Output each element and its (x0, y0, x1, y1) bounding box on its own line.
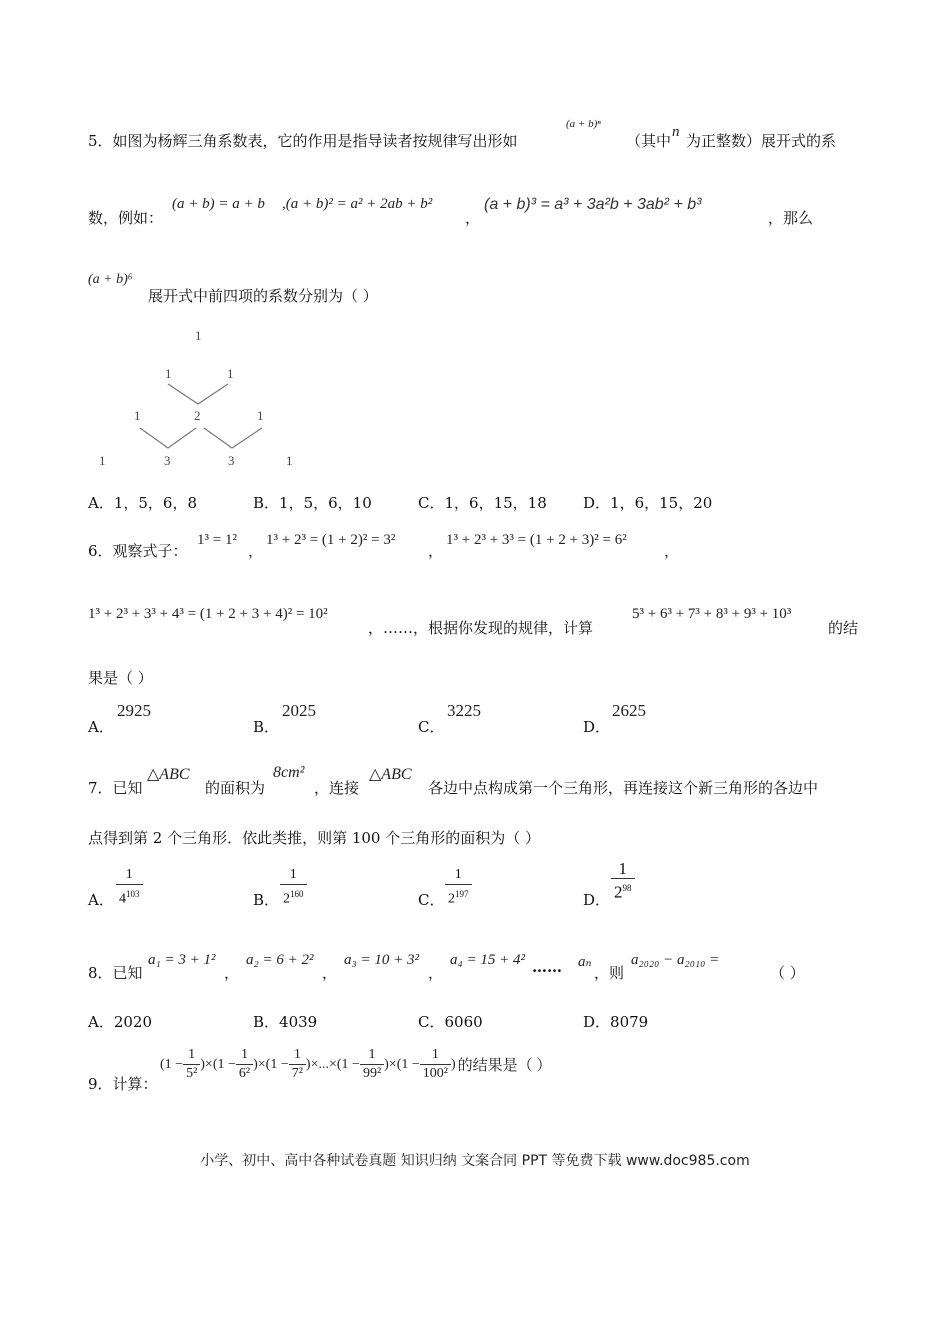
q8-an: aₙ (578, 954, 592, 970)
q6-option-a-value: 2925 (117, 701, 151, 720)
q8-a4: a₄ = 15 + 4² (450, 952, 525, 968)
triangle-r4-c1: 1 (99, 453, 106, 468)
q6-option-b-value: 2025 (282, 701, 316, 720)
q7-option-a-denominator: $4^{103}$ (119, 889, 140, 907)
q6-formula-4: 1³ + 2³ + 3³ + 4³ = (1 + 2 + 3 + 4)² = 10² (88, 606, 328, 622)
q5-line1-suffix: 为正整数）展开式的系 (686, 132, 837, 150)
q6-option-c-letter: C． (418, 718, 445, 736)
q9-term-2: (1 − $\frac{1}{\text{6²}}$ )× (212, 1047, 266, 1081)
triangle-r3-c1: 1 (134, 408, 141, 423)
q7-option-d-numerator: 1 (611, 860, 635, 879)
q8-option-c: C．6060 (418, 1013, 483, 1031)
q7-option-b-letter: B． (253, 891, 280, 909)
q7-triangle-1: △ABC (147, 766, 190, 783)
q8-dots: …… (532, 958, 562, 976)
q5-line2-suffix: ，那么 (768, 209, 814, 227)
q9-expression (160, 1046, 551, 1083)
q6-sep-1: ， (248, 542, 264, 560)
q5-example-sep: ， (465, 209, 481, 227)
q8-answer-paren: （ ） (770, 964, 805, 982)
q7-option-c-letter: C． (418, 891, 445, 909)
q8-comma-2: ， (322, 964, 338, 982)
q8-a2: a₂ = 6 + 2² (246, 952, 314, 968)
triangle-r1-c1: 1 (195, 328, 202, 343)
q7-triangle-2: △ABC (369, 766, 412, 783)
q6-option-d-letter: D． (583, 718, 611, 736)
q5-option-c: C．1，6，15，18 (418, 494, 547, 512)
triangle-r3-c3: 1 (257, 408, 264, 423)
q9-term-3: (1 − $\frac{1}{\text{7²}}$ )×...× (265, 1047, 337, 1081)
q6-line1-prefix: 6．观察式子： (88, 542, 188, 560)
q7-option-a-numerator: 1 (116, 866, 143, 885)
q5-option-a: A．1，5，6，8 (88, 494, 198, 512)
footer-ad-text: 小学、初中、高中各种试卷真题 知识归纳 文案合同 PPT 等免费下载 www.doc985.com (200, 1153, 750, 1169)
triangle-r4-c3: 3 (228, 453, 235, 468)
q8-option-a: A．2020 (88, 1013, 153, 1031)
q7-option-c-numerator: 1 (445, 866, 472, 885)
q5-option-b: B．1，5，6，10 (253, 494, 372, 512)
q7-option-a-letter: A． (88, 891, 114, 909)
q6-option-c-value: 3225 (447, 701, 481, 720)
q7-mid-2: ，连接 (314, 779, 360, 797)
q6-sep-3: ， (664, 542, 680, 560)
q7-option-a-fraction (116, 866, 143, 909)
q7-option-c-fraction (445, 866, 472, 909)
q7-option-d-fraction (611, 860, 635, 902)
q5-line1-mid: （其中 (626, 132, 672, 150)
q8-a1: a₁ = 3 + 1² (148, 952, 216, 968)
q8-option-d: D．8079 (583, 1013, 649, 1031)
q7-area: 8cm² (273, 764, 305, 781)
q6-option-d-value: 2625 (612, 701, 646, 720)
q8-a3: a₃ = 10 + 3² (344, 952, 419, 968)
q5-example-3: (a + b)³ = a³ + 3a²b + 3ab² + b³ (484, 196, 702, 213)
q6-line2-suffix: 的结 (828, 619, 859, 637)
q7-option-b-numerator: 1 (280, 866, 307, 885)
q5-formula-ab-n: (a + b)ⁿ (566, 118, 601, 130)
q6-option-b-letter: B． (253, 718, 280, 736)
q5-example-2: ,(a + b)² = a² + 2ab + b² (282, 196, 433, 212)
q7-option-d-denominator: $2^{98}$ (614, 882, 632, 902)
q5-line2-prefix: 数，例如： (88, 209, 164, 227)
q6-line3: 果是（ ） (88, 669, 153, 687)
q8-option-b: B．4039 (253, 1013, 318, 1031)
q9-term-5: (1 − $\frac{1}{\text{100²}}$ ) (396, 1047, 456, 1081)
triangle-r2-c1: 1 (165, 366, 172, 381)
q8-comma-1: ， (224, 964, 240, 982)
q6-formula-2: 1³ + 2³ = (1 + 2)² = 3² (266, 532, 396, 548)
q9-term-1: (1 − $\frac{1}{\text{5²}}$ )× (160, 1047, 213, 1081)
q5-example-1: (a + b) = a + b (172, 196, 265, 212)
q6-line2-mid: ，……，根据你发现的规律，计算 (368, 619, 594, 637)
q7-mid-1: 的面积为 (205, 779, 266, 797)
q7-option-b-denominator: $2^{160}$ (283, 889, 304, 907)
q7-option-c-denominator: $2^{197}$ (448, 889, 469, 907)
q8-prefix: 8．已知 (88, 964, 143, 982)
q5-line3-suffix: 展开式中前四项的系数分别为（ ） (148, 287, 378, 305)
q7-prefix: 7．已知 (88, 779, 143, 797)
q7-option-d-letter: D． (583, 891, 611, 909)
triangle-r4-c4: 1 (286, 453, 293, 468)
q9-suffix: 的结果是（ ） (457, 1058, 552, 1074)
triangle-connector-lines (0, 0, 400, 480)
triangle-r3-c2: 2 (194, 408, 201, 423)
triangle-r2-c2: 1 (227, 366, 234, 381)
q5-line1-prefix: 5．如图为杨辉三角系数表，它的作用是指导读者按规律写出形如 (88, 132, 518, 150)
q7-suffix: 各边中点构成第一个三角形，再连接这个新三角形的各边中 (428, 779, 819, 797)
q7-line2: 点得到第 2 个三角形．依此类推，则第 100 个三角形的面积为（ ） (88, 829, 541, 847)
q9-term-4: (1 − $\frac{1}{\text{99²}}$ )× (336, 1047, 397, 1081)
q5-var-n: n (672, 124, 680, 140)
triangle-r4-c2: 3 (164, 453, 171, 468)
q8-difference: a₂₀₂₀ − a₂₀₁₀ = (631, 952, 720, 968)
q5-formula-ab-6: (a + b)⁶ (88, 272, 133, 287)
q8-then: ，则 (594, 964, 625, 982)
q6-option-a-letter: A． (88, 718, 114, 736)
q6-sep-2: ， (428, 542, 444, 560)
q9-prefix: 9．计算： (88, 1075, 158, 1093)
q6-formula-3: 1³ + 2³ + 3³ = (1 + 2 + 3)² = 6² (446, 532, 627, 548)
q5-option-d: D．1，6，15，20 (583, 494, 713, 512)
q6-formula-1: 1³ = 1² (197, 532, 237, 548)
q7-option-b-fraction (280, 866, 307, 909)
q6-formula-5: 5³ + 6³ + 7³ + 8³ + 9³ + 10³ (632, 606, 792, 622)
q8-comma-3: ， (428, 964, 444, 982)
